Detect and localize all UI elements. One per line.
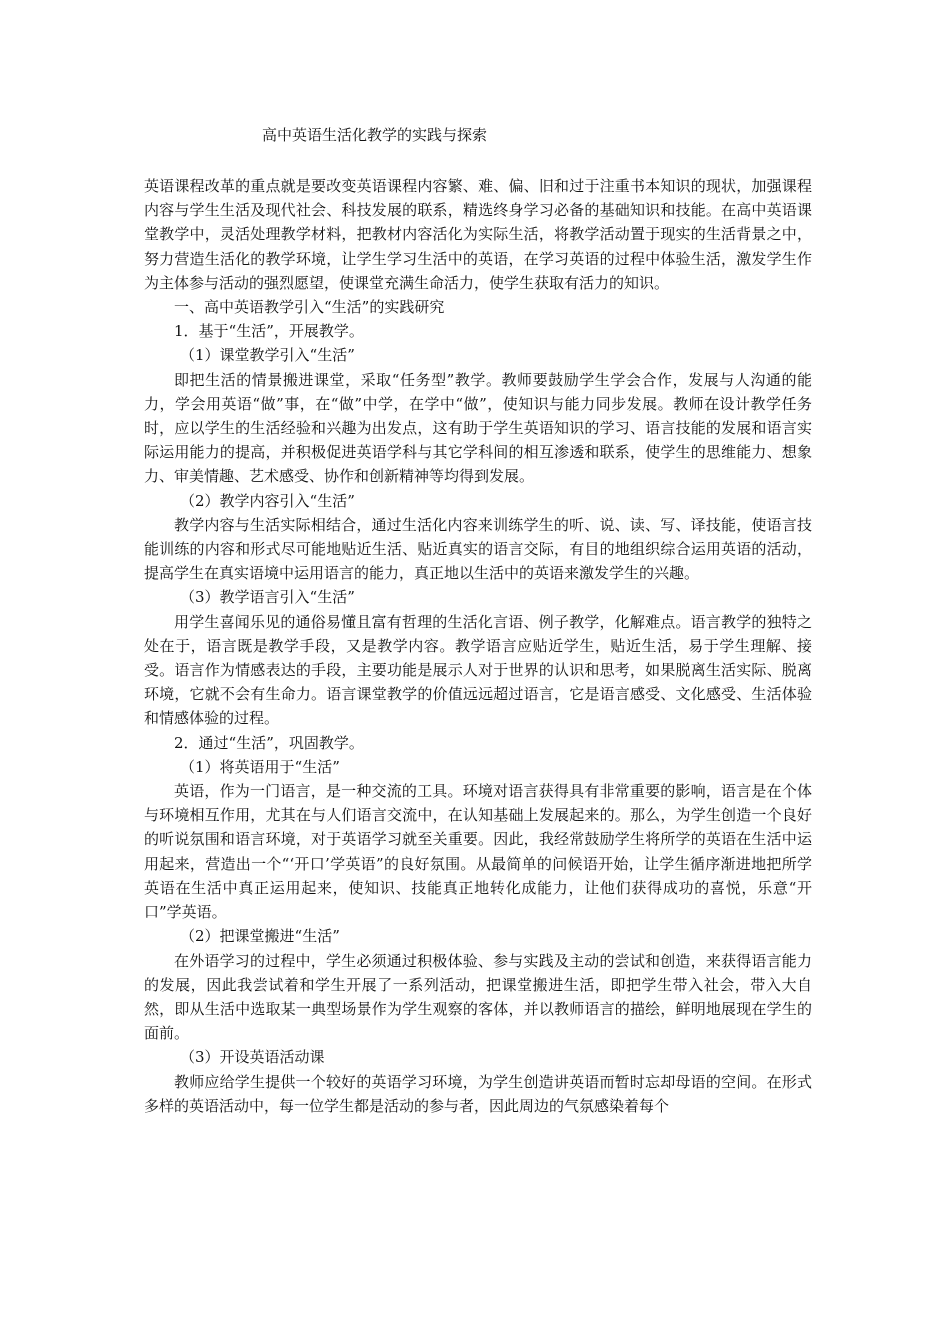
body-paragraph: 英语，作为一门语言，是一种交流的工具。环境对语言获得具有非常重要的影响，语言是在个体与环境相互作用，尤其在与人们语言交流中，在认知基础上发展起来的。那么，为学生创造一个良好的听说氛围和语言环境，对于英语学习就至关重要。因此，我经常鼓励学生将所学的英语在生活中运用起来，营造出一个“‘开口’学英语”的良好氛围。从最简单的问候语开始，让学生循序渐进地把所学英语在生活中真正运用起来，使知识、技能真正地转化成能力，让他们获得成功的喜悦，乐意“开口”学英语。: [144, 782, 812, 922]
item-heading-2-1: （1）将英语用于“生活”: [180, 757, 340, 776]
intro-paragraph: 英语课程改革的重点就是要改变英语课程内容繁、难、偏、旧和过于注重书本知识的现状，加强课程内容与学生生活及现代社会、科技发展的联系，精选终身学习必备的基础知识和技能。在高中英语课堂教学中，灵活处理教学材料，把教材内容活化为实际生活，将教学活动置于现实的生活背景之中，努力营造生活化的教学环境，让学生学习生活中的英语，在学习英语的过程中体验生活，激发学生作为主体参与活动的强烈愿望，使课堂充满生命活力，使学生获取有活力的知识。: [144, 177, 812, 292]
subsection-heading-2: 2．通过“生活”，巩固教学。: [174, 733, 364, 752]
section-heading-1: 一、高中英语教学引入“生活”的实践研究: [174, 298, 445, 317]
body-paragraph: 教学内容与生活实际相结合，通过生活化内容来训练学生的听、说、读、写、译技能，使语言技能训练的内容和形式尽可能地贴近生活、贴近真实的语言交际，有目的地组织综合运用英语的活动，提高学生在真实语境中运用语言的能力，真正地以生活中的英语来激发学生的兴趣。: [144, 515, 812, 583]
item-heading-2-3: （3）开设英语活动课: [180, 1048, 325, 1067]
item-heading-1-1: （1）课堂教学引入“生活”: [180, 346, 355, 365]
document-title: 高中英语生活化教学的实践与探索: [262, 126, 488, 144]
item-heading-1-3: （3）教学语言引入“生活”: [180, 588, 355, 607]
item-heading-1-2: （2）教学内容引入“生活”: [180, 491, 355, 510]
body-paragraph: 教师应给学生提供一个较好的英语学习环境，为学生创造讲英语而暂时忘却母语的空间。在形式多样的英语活动中，每一位学生都是活动的参与者，因此周边的气氛感染着每个: [144, 1072, 812, 1115]
subsection-heading-1: 1．基于“生活”，开展教学。: [174, 322, 364, 341]
item-heading-2-2: （2）把课堂搬进“生活”: [180, 927, 340, 946]
body-paragraph: 即把生活的情景搬进课堂，采取“任务型”教学。教师要鼓励学生学会合作，发展与人沟通的能力，学会用英语“做”事，在“做”中学，在学中“做”，使知识与能力同步发展。教师在设计教学任务时，应以学生的生活经验和兴趣为出发点，这有助于学生英语知识的学习、语言技能的发展和语言实际运用能力的提高，并积极促进英语学科与其它学科间的相互渗透和联系，使学生的思维能力、想象力、审美情趣、艺术感受、协作和创新精神等均得到发展。: [144, 370, 812, 486]
document-body: [144, 174, 812, 1118]
body-paragraph: 在外语学习的过程中，学生必须通过积极体验、参与实践及主动的尝试和创造，来获得语言能力的发展，因此我尝试着和学生开展了一系列活动，把课堂搬进生活，即把学生带入社会，带入大自然，即从生活中选取某一典型场景作为学生观察的客体，并以教师语言的描绘，鲜明地展现在学生的面前。: [144, 951, 812, 1043]
body-paragraph: 用学生喜闻乐见的通俗易懂且富有哲理的生活化言语、例子教学，化解难点。语言教学的独特之处在于，语言既是教学手段，又是教学内容。教学语言应贴近学生，贴近生活，易于学生理解、接受。语言作为情感表达的手段，主要功能是展示人对于世界的认识和思考，如果脱离生活实际、脱离环境，它就不会有生命力。语言课堂教学的价值远远超过语言，它是语言感受、文化感受、生活体验和情感体验的过程。: [144, 612, 812, 728]
